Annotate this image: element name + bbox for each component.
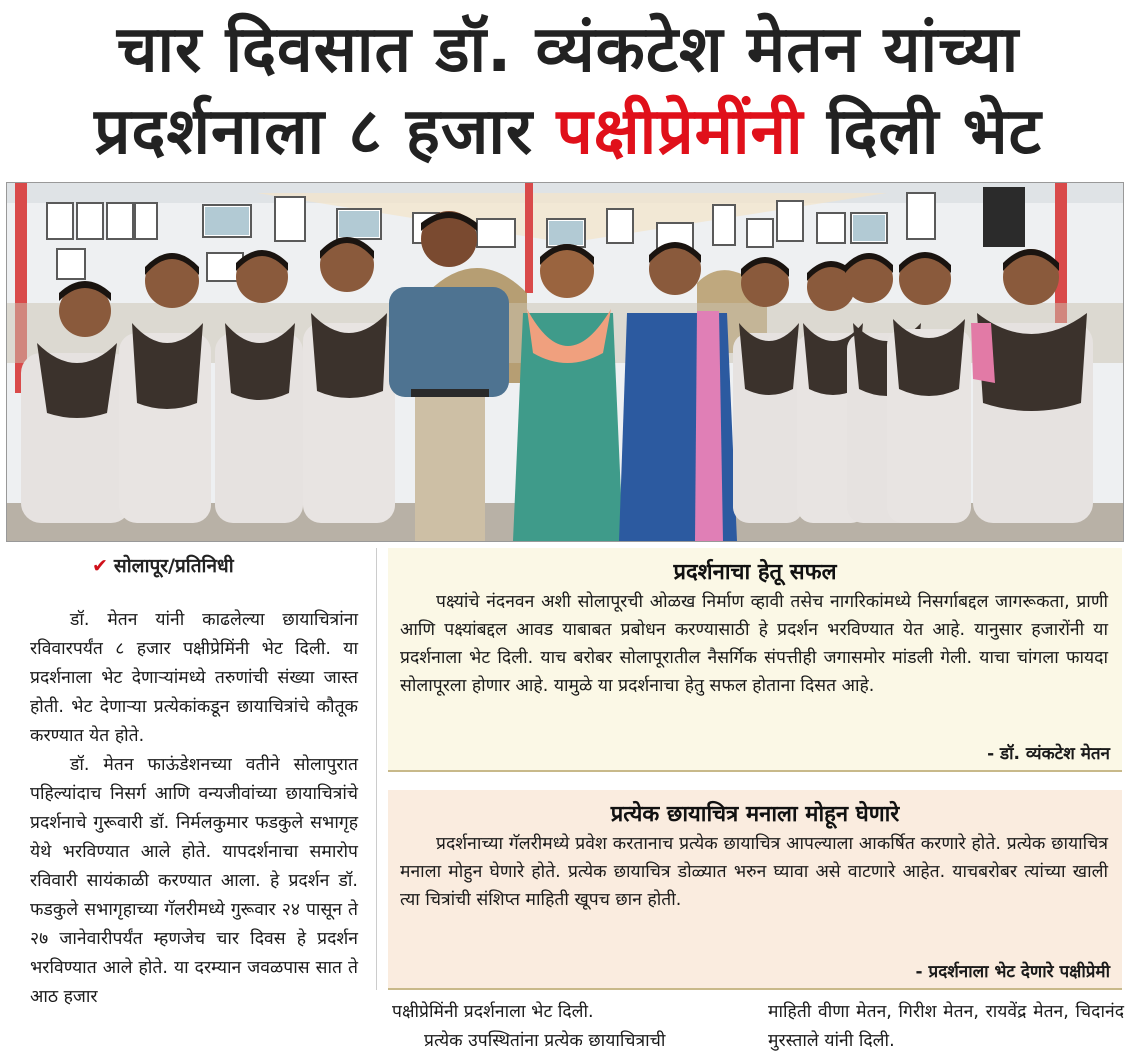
headline-line-2-start: प्रदर्शनाला ८ हजार [94, 95, 557, 169]
headline-line-1: चार दिवसात डॉ. व्यंकटेश मेतन यांच्या [116, 13, 1020, 87]
headline-line-2 [0, 90, 1136, 174]
headline-highlight: पक्षीप्रेमींनी [556, 95, 804, 169]
article-line: पक्षीप्रेमिंनी प्रदर्शनाला भेट दिली. [392, 1002, 594, 1022]
quote-box-purpose [388, 548, 1122, 772]
group-photo-illustration [7, 183, 1123, 541]
quote-box-title: प्रत्येक छायाचित्र मनाला मोहून घेणारे [610, 802, 900, 827]
article-line: प्रत्येक उपस्थितांना प्रत्येक छायाचित्राची [424, 1031, 666, 1051]
byline-text: सोलापूर/प्रतिनिधी [113, 555, 234, 577]
group-photo [6, 182, 1124, 542]
article-right-column [768, 998, 1124, 1056]
article-paragraph: डॉ. मेतन यांनी काढलेल्या छायाचित्रांना रविवारपर्यंत ८ हजार पक्षीप्रेमिंनी भेट दिली. या प्रदर्शनाला भेट देणाऱ्यांमध्ये तरुणांची संख्या जास्त होती. भेट देणाऱ्या प्रत्येकांकडून छायाचित्रांचे कौतूक करण्यात येत होते. [30, 610, 358, 746]
column-divider [376, 548, 377, 990]
quote-box-visitors [388, 790, 1122, 990]
quote-box-body: पक्ष्यांचे नंदनवन अशी सोलापूरची ओळख निर्माण व्हावी तसेच नागरिकांमध्ये निसर्गाबद्दल जागरूकता, प्राणी आणि पक्ष्यांबद्दल आवड याबाबत प्रबोधन करण्यासाठी हे प्रदर्शन भरविण्यात येत आहे. यानुसार हजारोंनी या प्रदर्शनाला भेट दिली. याच बरोबर सोलापूरातील नैसर्गिक संपत्तीही जगासमोर मांडली गेली. याचा चांगला फायदा सोलापूरला होणार आहे. यामुळे या प्रदर्शनाचा हेतु सफल होताना दिसत आहे. [400, 592, 1108, 696]
headline-line-2-end: दिली भेट [803, 95, 1042, 169]
article-left-column [30, 606, 358, 1012]
byline [92, 552, 234, 578]
article-paragraph: माहिती वीणा मेतन, गिरीश मेतन, रायवेंद्र मेतन, चिदानंद मुरस्ताले यांनी दिली. [768, 1002, 1124, 1051]
article-paragraph: डॉ. मेतन फाऊंडेशनच्या वतीने सोलापुरात पहिल्यांदाच निसर्ग आणि वन्यजीवांच्या छायाचित्रांचे प्रदर्शनाचे गुरूवारी डॉ. निर्मलकुमार फडकुले सभागृह येथे भरविण्यात आले होते. यापदर्शनाचा समारोप रविवारी सायंकाळी करण्यात आला. हे प्रदर्शन डॉ. फडकुले सभागृहाच्या गॅलरीमध्ये गुरूवार २४ पासून ते २७ जानेवारीपर्यंत म्हणजेच चार दिवस हे प्रदर्शन भरविण्यात आले होते. या दरम्यान जवळपास सात ते आठ हजार [30, 755, 358, 1007]
article-middle-column [392, 998, 748, 1056]
quote-box-body: प्रदर्शनाच्या गॅलरीमध्ये प्रवेश करतानाच प्रत्येक छायाचित्र आपल्याला आकर्षित करणारे होते. प्रत्येक छायाचित्र मनाला मोहुन घेणारे होते. प्रत्येक छायाचित्र डोळ्यात भरुन घ्यावा असे वाटणारे आहेत. याचबरोबर त्यांच्या खाली त्या चित्रांची संशिप्त माहिती खूपच छान होती. [400, 834, 1108, 910]
quote-box-signature: - डॉ. व्यंकटेश मेतन [987, 744, 1110, 764]
quote-box-signature: - प्रदर्शनाला भेट देणारे पक्षीप्रेमी [915, 962, 1110, 982]
check-icon: ✔ [92, 555, 108, 577]
quote-box-title: प्रदर्शनाचा हेतू सफल [673, 560, 837, 585]
